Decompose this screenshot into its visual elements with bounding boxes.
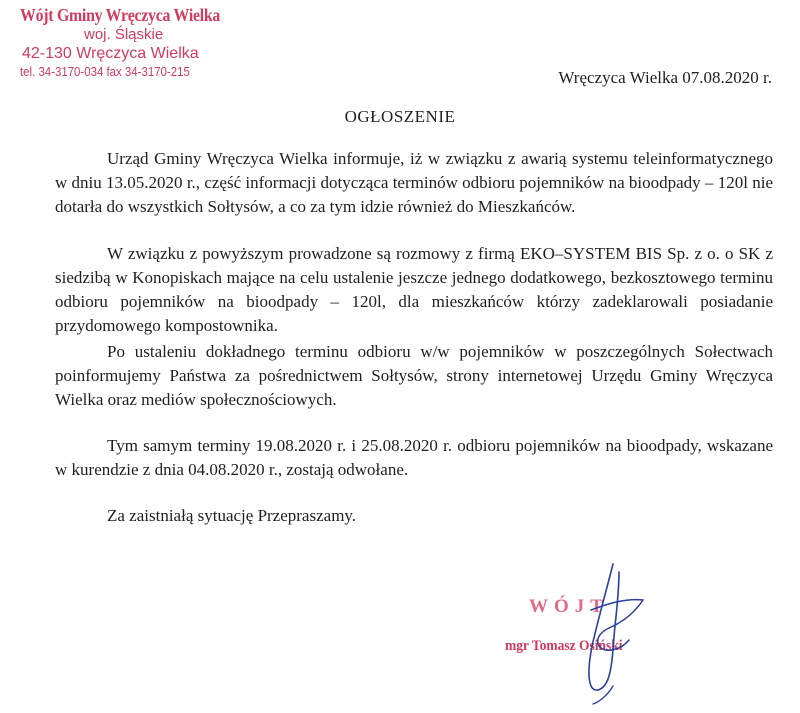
signature-stamp-name: mgr Tomasz Osiński [505, 638, 623, 654]
signature-stamp-title: WÓJT [529, 596, 609, 617]
signature-block [495, 558, 725, 708]
handwritten-signature [495, 558, 725, 708]
document-date: Wręczyca Wielka 07.08.2020 r. [558, 68, 772, 87]
paragraph-5: Za zaistniałą sytuację Przepraszamy. [107, 506, 357, 525]
paragraph-2: W związku z powyższym prowadzone są rozmowy z firmą EKO–SYSTEM BIS Sp. z o. o SK z siedzibą w Konopiskach mające na celu ustalenie jeszcze jednego dodatkowego, bezkosztowego terminu odbioru pojemników na bioodpady – 120l, dla mieszkańców którzy zadeklarowali posiadanie przydomowego kompostownika. [55, 244, 773, 335]
stamp-address: 42-130 Wręczyca Wielka [22, 45, 199, 62]
stamp-voivodeship: woj. Śląskie [84, 26, 164, 43]
stamp-phone-fax: tel. 34-3170-034 fax 34-3170-215 [20, 64, 190, 79]
paragraph-3: Po ustaleniu dokładnego terminu odbioru w/w pojemników w poszczególnych Sołectwach poinformujemy Państwa za pośrednictwem Sołtysów, strony internetowej Urzędu Gminy Wręczyca Wielka oraz mediów społecznościowych. [55, 342, 773, 409]
paragraph-1: Urząd Gminy Wręczyca Wielka informuje, iż w związku z awarią systemu teleinformatycznego w dniu 13.05.2020 r., część informacji dotycząca terminów odbioru pojemników na bioodpady – 120l nie dotarła do wszystkich Sołtysów, a co za tym idzie również do Mieszkańców. [55, 149, 773, 216]
document-body [55, 147, 773, 528]
paragraph-4: Tym samym terminy 19.08.2020 r. i 25.08.2020 r. odbioru pojemników na bioodpady, wskazane w kurendzie z dnia 04.08.2020 r., zostają odwołane. [55, 436, 773, 479]
stamp-office-name: Wójt Gminy Wręczyca Wielka [20, 5, 221, 25]
office-stamp [20, 4, 240, 80]
document-title: OGŁOSZENIE [344, 107, 456, 126]
